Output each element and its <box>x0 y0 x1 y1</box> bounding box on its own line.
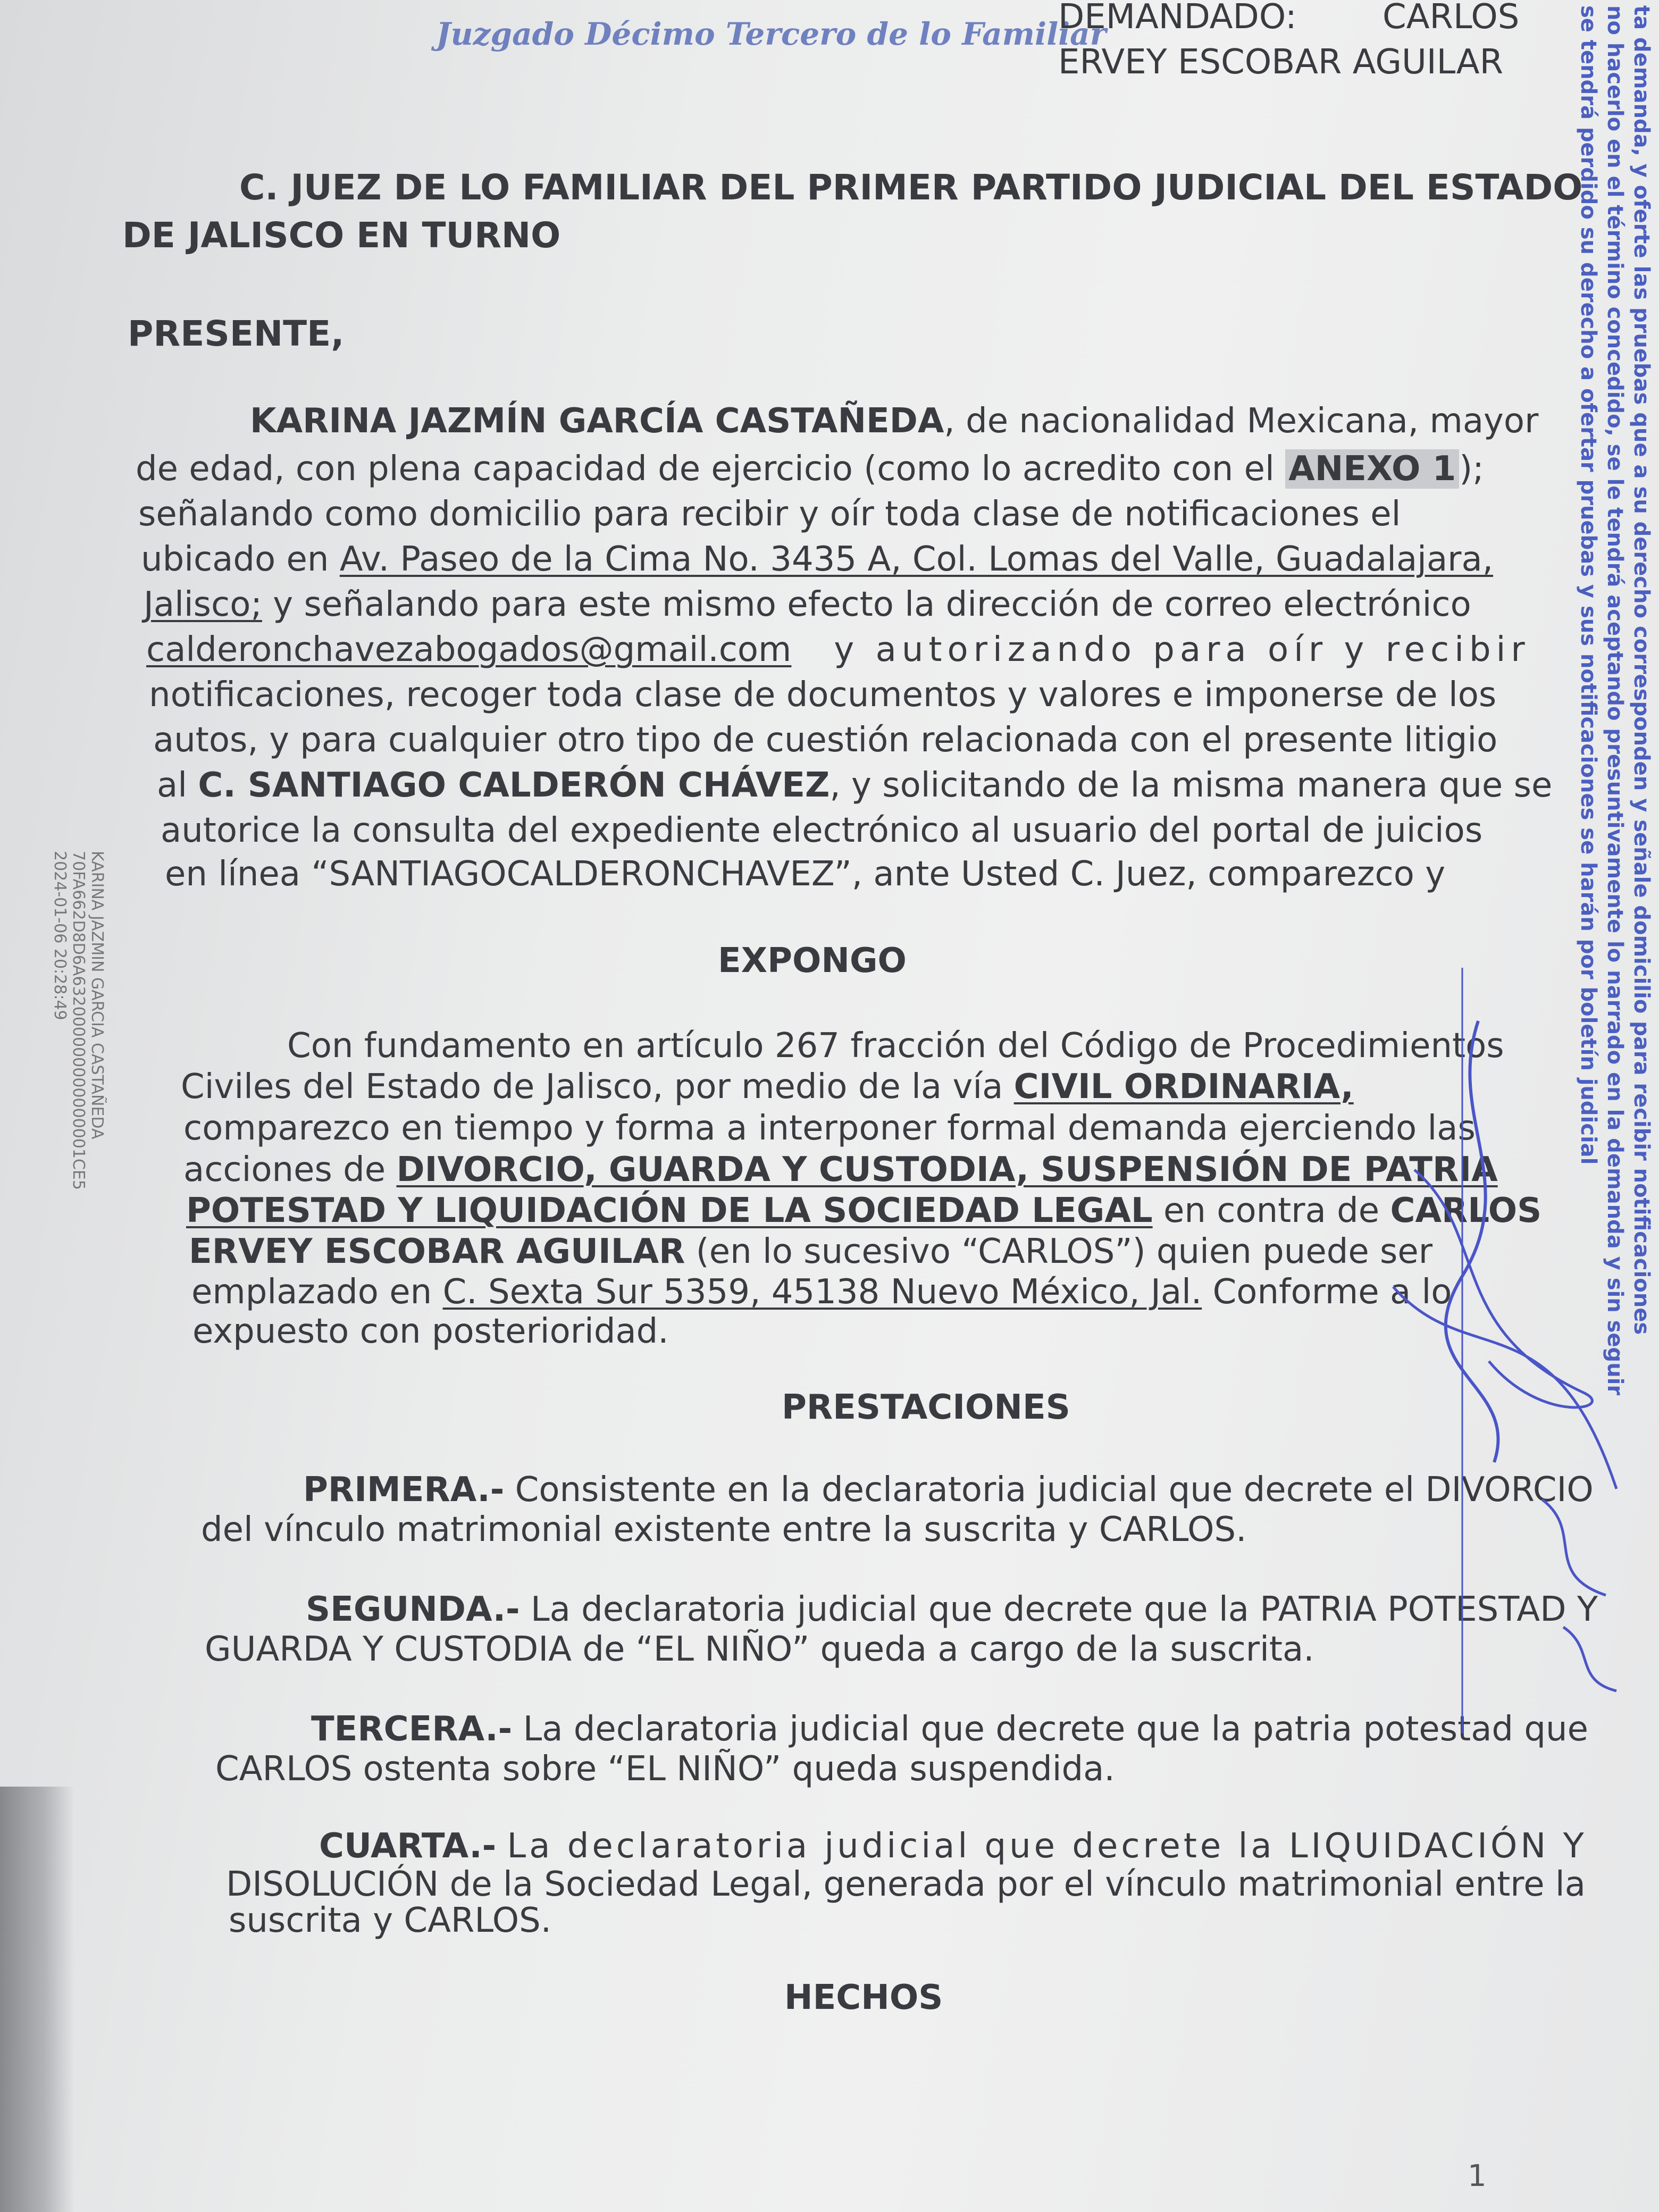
expongo-line-1: Con fundamento en artículo 267 fracción del Código de Procedimientos <box>287 1026 1504 1066</box>
prestacion-3-line-1: TERCERA.- La declaratoria judicial que decrete que la patria potestad que <box>311 1710 1588 1749</box>
intro-line-6: calderonchavezabogados@gmail.com y autorizando para oír y recibir <box>146 630 1530 669</box>
address-line-2: DE JALISCO EN TURNO <box>122 215 561 256</box>
intro-line-4: ubicado en Av. Paseo de la Cima No. 3435 A, Col. Lomas del Valle, Guadalajara, <box>141 540 1494 579</box>
expongo-line-7: emplazado en C. Sexta Sur 5359, 45138 Nuevo México, Jal. Conforme a lo <box>191 1272 1452 1312</box>
prestacion-4-line-3: suscrita y CARLOS. <box>229 1901 552 1940</box>
prestacion-2-line-1: SEGUNDA.- La declaratoria judicial que decrete que la PATRIA POTESTAD Y <box>306 1590 1598 1629</box>
prestacion-2-line-2: GUARDA Y CUSTODIA de “EL NIÑO” queda a cargo de la suscrita. <box>205 1630 1314 1669</box>
expongo-heading: EXPONGO <box>718 941 907 981</box>
prestacion-1-line-1: PRIMERA.- Consistente en la declaratoria judicial que decrete el DIVORCIO <box>303 1470 1594 1510</box>
e-signature-name: KARINA JAZMIN GARCIA CASTAÑEDA <box>88 851 106 1139</box>
defendant-address: C. Sexta Sur 5359, 45138 Nuevo México, Jal. <box>442 1272 1202 1312</box>
page-number: 1 <box>1468 2159 1487 2193</box>
hechos-heading: HECHOS <box>784 1978 943 2017</box>
intro-line-11: en línea “SANTIAGOCALDERONCHAVEZ”, ante Usted C. Juez, comparezco y <box>165 854 1446 894</box>
legal-actions: DIVORCIO, GUARDA Y CUSTODIA, SUSPENSIÓN DE PATRIA <box>396 1150 1498 1189</box>
plaintiff-name: KARINA JAZMÍN GARCÍA CASTAÑEDA <box>250 401 944 441</box>
expongo-line-5: POTESTAD Y LIQUIDACIÓN DE LA SOCIEDAD LEGAL en contra de CARLOS <box>186 1191 1542 1230</box>
legal-route: CIVIL ORDINARIA, <box>1013 1067 1354 1107</box>
address-line-1: C. JUEZ DE LO FAMILIAR DEL PRIMER PARTIDO JUDICIAL DEL ESTADO <box>239 167 1583 208</box>
e-signature-hash: 70FA662D8D6A632000000000000001CE5 <box>69 851 88 1190</box>
demandado-first: CARLOS <box>1382 0 1520 37</box>
email-link[interactable]: calderonchavezabogados@gmail.com <box>146 630 792 669</box>
expongo-line-8: expuesto con posterioridad. <box>192 1312 669 1351</box>
margin-note-line-1: ta demanda, y oferte las pruebas que a su derecho corresponden y señale domicilio para recibir notificaciones <box>1629 5 1654 1335</box>
prestacion-4-line-1: CUARTA.- La declaratoria judicial que decrete la LIQUIDACIÓN Y <box>319 1826 1587 1866</box>
page-shadow <box>0 1787 74 2212</box>
intro-line-2: de edad, con plena capacidad de ejercicio (como lo acredito con el ANEXO 1); <box>136 449 1484 489</box>
intro-line-8: autos, y para cualquier otro tipo de cuestión relacionada con el presente litigio <box>153 720 1498 760</box>
margin-note-line-3: se tendrá perdido su derecho a ofertar pruebas y sus notificaciones se harán por boletín judicial <box>1576 5 1601 1165</box>
intro-line-5: Jalisco; y señalando para este mismo efecto la dirección de correo electrónico <box>144 585 1471 624</box>
prestacion-4-line-2: DISOLUCIÓN de la Sociedad Legal, generada por el vínculo matrimonial entre la <box>226 1865 1586 1904</box>
prestacion-3-line-2: CARLOS ostenta sobre “EL NIÑO” queda suspendida. <box>215 1749 1115 1789</box>
presente: PRESENTE, <box>128 313 345 354</box>
court-stamp: Juzgado Décimo Tercero de lo Familiar <box>436 16 1107 52</box>
demandado-name: ERVEY ESCOBAR AGUILAR <box>1058 43 1504 82</box>
prestaciones-heading: PRESTACIONES <box>782 1388 1070 1427</box>
intro-line-9: al C. SANTIAGO CALDERÓN CHÁVEZ, y solicitando de la misma manera que se <box>157 766 1553 805</box>
expongo-line-2: Civiles del Estado de Jalisco, por medio de la vía CIVIL ORDINARIA, <box>181 1067 1354 1107</box>
handwritten-signature <box>1382 957 1638 1755</box>
demandado-label: DEMANDADO: <box>1058 0 1297 37</box>
defendant-name: ERVEY ESCOBAR AGUILAR <box>189 1232 685 1271</box>
intro-line-7: notificaciones, recoger toda clase de documentos y valores e imponerse de los <box>149 675 1497 715</box>
intro-line-3: señalando como domicilio para recibir y oír toda clase de notificaciones el <box>138 495 1401 534</box>
prestacion-1-line-2: del vínculo matrimonial existente entre la suscrita y CARLOS. <box>201 1510 1247 1549</box>
intro-line-10: autorice la consulta del expediente electrónico al usuario del portal de juicios <box>161 811 1483 850</box>
authorized-person: C. SANTIAGO CALDERÓN CHÁVEZ <box>198 766 830 805</box>
expongo-line-6: ERVEY ESCOBAR AGUILAR (en lo sucesivo “CARLOS”) quien puede ser <box>189 1232 1433 1271</box>
expongo-line-3: comparezco en tiempo y forma a interponer formal demanda ejerciendo las <box>183 1109 1476 1148</box>
margin-note-line-2: no hacerlo en el término concedido, se le tendrá aceptando presuntivamente lo narrado en la demanda y sin seguir <box>1603 5 1627 1396</box>
annex-ref: ANEXO 1 <box>1285 449 1459 489</box>
e-signature-date: 2024-01-06 20:28:49 <box>51 851 69 1020</box>
plaintiff-address: Av. Paseo de la Cima No. 3435 A, Col. Lomas del Valle, Guadalajara, <box>339 540 1494 579</box>
expongo-line-4: acciones de DIVORCIO, GUARDA Y CUSTODIA, SUSPENSIÓN DE PATRIA <box>183 1150 1498 1189</box>
intro-line-1: KARINA JAZMÍN GARCÍA CASTAÑEDA, de nacionalidad Mexicana, mayor <box>250 401 1539 441</box>
